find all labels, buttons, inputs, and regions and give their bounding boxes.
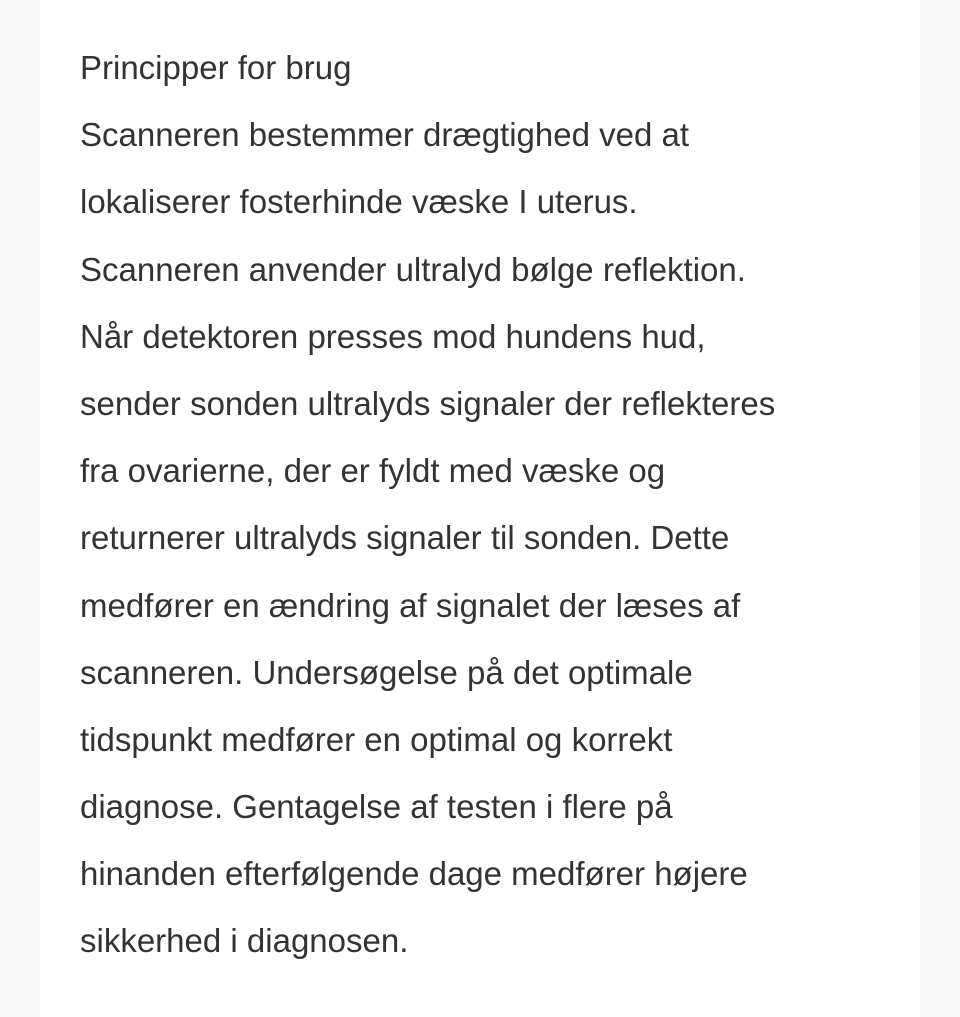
- paragraph-line: sikkerhed i diagnosen.: [80, 922, 409, 960]
- paragraph-line: fra ovarierne, der er fyldt med væske og: [80, 452, 666, 490]
- paragraph-line: hinanden efterfølgende dage medfører højere: [80, 855, 748, 893]
- paragraph-line: returnerer ultralyds signaler til sonden. Dette: [80, 519, 730, 557]
- paragraph-line: lokaliserer fosterhinde væske I uterus.: [80, 183, 638, 221]
- paragraph-line: Når detektoren presses mod hundens hud,: [80, 317, 706, 355]
- paragraph-line: medfører en ændring af signalet der læses af: [80, 586, 741, 624]
- paragraph-line: sender sonden ultralyds signaler der reflekteres: [80, 384, 776, 422]
- document-text: [80, 34, 775, 975]
- paragraph-line: Scanneren anvender ultralyd bølge reflektion.: [80, 250, 746, 288]
- section-heading: Principper for brug: [80, 49, 352, 86]
- document-card: [40, 0, 920, 1017]
- paragraph-line: Scanneren bestemmer drægtighed ved at: [80, 116, 690, 154]
- paragraph-line: diagnose. Gentagelse af testen i flere på: [80, 788, 673, 826]
- paragraph-line: tidspunkt medfører en optimal og korrekt: [80, 720, 673, 758]
- paragraph-line: scanneren. Undersøgelse på det optimale: [80, 653, 693, 691]
